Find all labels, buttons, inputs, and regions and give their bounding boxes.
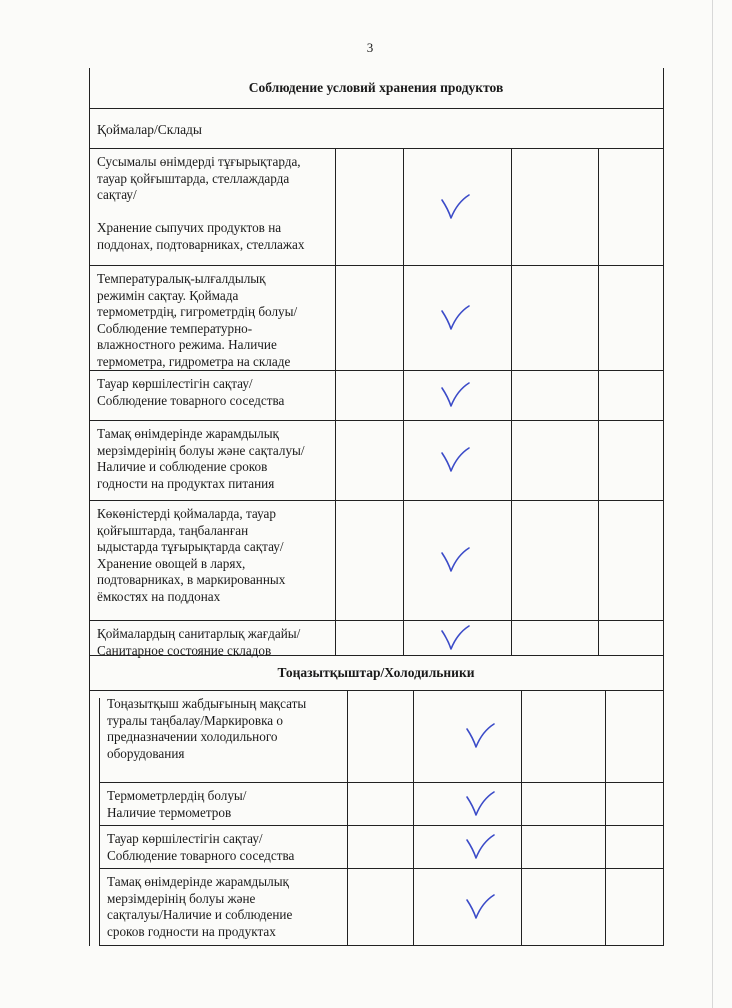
table-row-label: [97, 426, 305, 492]
row-label-line: Тамақ өнімдерінде жарамдылық: [107, 874, 289, 889]
row-label-line: туралы таңбалау/Маркировка о: [107, 712, 284, 728]
column-rule: [413, 690, 414, 945]
row-label-line: подтоварниках, в маркированных: [97, 572, 286, 587]
column-rule: [598, 148, 599, 655]
row-label-line: Тауар көршілестігін сақтау/: [107, 831, 263, 846]
table-row-label: [107, 874, 292, 940]
row-label-line: сақтау/: [97, 187, 137, 202]
table-row-label: [97, 271, 297, 370]
row-label-line: Наличие и соблюдение сроков: [97, 459, 268, 474]
row-rule: [99, 782, 664, 783]
row-rule: [89, 620, 664, 621]
row-label-line: сроков годности на продуктах: [107, 923, 276, 939]
table-left-border: [89, 68, 90, 946]
row-label-line: ыдыстарда тұғырықтарда сақтау/: [97, 539, 284, 554]
table-title: Соблюдение условий хранения продуктов: [248, 80, 504, 95]
checkmark-icon: [438, 192, 472, 222]
row-label-line: Санитарное состояние складов: [97, 642, 272, 658]
checkmark-icon: [463, 832, 497, 862]
section-header-rule: [89, 148, 664, 149]
checkmark-icon: [463, 721, 497, 751]
section-title: Тоңазытқыштар/Холодильники: [277, 665, 475, 680]
section-inner-left-border: [99, 698, 100, 945]
checkmark-icon: [438, 623, 472, 653]
row-label-line: Тоңазытқыш жабдығының мақсаты: [107, 696, 307, 711]
table-row-label: [107, 788, 246, 821]
row-label-line: Хранение сыпучих продуктов на: [97, 220, 282, 235]
row-label-line: оборудования: [107, 745, 185, 761]
page-number: 3: [366, 40, 374, 55]
checkmark-icon: [438, 545, 472, 575]
row-label-line: термометра, гидрометра на складе: [97, 353, 291, 369]
row-rule: [89, 370, 664, 371]
row-rule: [99, 945, 664, 946]
row-label-line: годности на продуктах питания: [97, 475, 275, 491]
row-label-line: Наличие термометров: [107, 804, 232, 820]
row-label-line: Сусымалы өнімдерді тұғырықтарда,: [97, 154, 301, 169]
section-title: Қоймалар/Склады: [97, 122, 203, 137]
row-label-line: Соблюдение товарного соседства: [107, 847, 295, 863]
row-label-line: [97, 204, 304, 221]
column-rule: [605, 690, 606, 945]
table-row-label: [107, 831, 294, 864]
table-row-label: [97, 626, 300, 659]
column-rule: [511, 148, 512, 655]
checkmark-icon: [438, 303, 472, 333]
row-rule: [89, 420, 664, 421]
table-row-label: [107, 696, 306, 762]
row-label-line: Тауар көршілестігін сақтау/: [97, 376, 253, 391]
row-label-line: Температуралық-ылғалдылық: [97, 271, 266, 286]
row-label-line: Соблюдение товарного соседства: [97, 392, 285, 408]
row-label-line: Қоймалардың санитарлық жағдайы/: [97, 626, 301, 641]
row-label-line: термометрдің, гигрометрдің болуы/: [97, 304, 298, 319]
row-label-line: Тамақ өнімдерінде жарамдылық: [97, 426, 279, 441]
row-rule: [89, 265, 664, 266]
page-edge: [712, 0, 713, 1008]
row-label-line: влажностного режима. Наличие: [97, 337, 277, 352]
column-rule: [403, 148, 404, 655]
column-rule: [521, 690, 522, 945]
row-label-line: Термометрлердің болуы/: [107, 788, 247, 803]
column-rule: [335, 148, 336, 655]
row-label-line: Хранение овощей в ларях,: [97, 555, 246, 571]
column-rule: [347, 690, 348, 945]
section-header-rule: [89, 690, 664, 691]
row-rule: [99, 825, 664, 826]
row-rule: [89, 500, 664, 501]
row-label-line: поддонах, подтоварниках, стеллажах: [97, 236, 305, 252]
row-label-line: тауар қойғыштарда, стеллаждарда: [97, 170, 290, 186]
table-row-label: [97, 376, 284, 409]
row-label-line: қойғыштарда, таңбаланған: [97, 522, 249, 538]
row-label-line: режимін сақтау. Қоймада: [97, 287, 239, 303]
row-label-line: сақталуы/Наличие и соблюдение: [107, 907, 293, 922]
row-label-line: мерзімдерінің болуы және: [107, 890, 256, 906]
row-label-line: ёмкостях на поддонах: [97, 588, 221, 604]
table-right-border: [663, 68, 664, 946]
checkmark-icon: [438, 380, 472, 410]
checkmark-icon: [463, 892, 497, 922]
checkmark-icon: [438, 445, 472, 475]
row-label-line: мерзімдерінің болуы және сақталуы/: [97, 442, 305, 458]
row-label-line: Соблюдение температурно-: [97, 320, 253, 336]
checkmark-icon: [463, 789, 497, 819]
row-label-line: Көкөністерді қоймаларда, тауар: [97, 506, 276, 521]
row-rule: [99, 868, 664, 869]
table-row-label: [97, 506, 285, 605]
table-row-label: [97, 154, 304, 253]
title-bottom-rule: [89, 108, 664, 109]
row-label-line: предназначении холодильного: [107, 729, 278, 744]
